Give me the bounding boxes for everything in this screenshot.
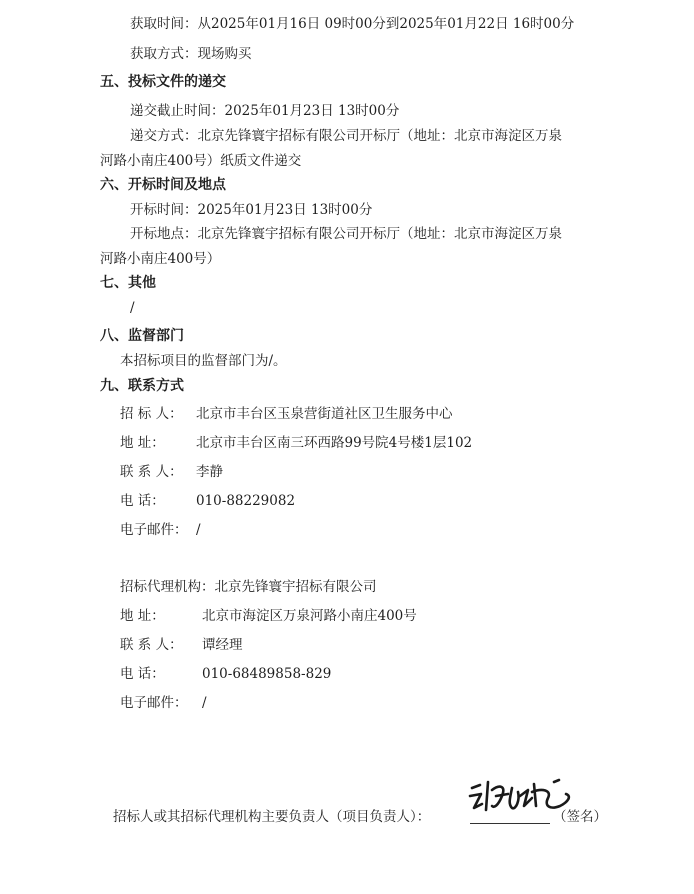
tenderer-name-value: 北京市丰台区玉泉营街道社区卫生服务中心 <box>196 406 453 422</box>
agency-address-row <box>120 607 417 625</box>
opening-place-cont: 河路小南庄400号） <box>100 251 221 267</box>
tenderer-contact-row <box>120 463 223 481</box>
tenderer-name-label: 招 标 人： <box>120 406 183 422</box>
tenderer-phone-value: 010-88229082 <box>196 493 296 509</box>
tenderer-email-row <box>120 521 201 539</box>
agency-address-label: 地 址： <box>120 608 165 624</box>
section-heading-supervision: 八、监督部门 <box>100 328 184 344</box>
agency-name-value: 北京先锋寰宇招标有限公司 <box>214 579 377 595</box>
signature-prefix: 招标人或其招标代理机构主要负责人（项目负责人）： <box>113 809 431 825</box>
agency-address-value: 北京市海淀区万泉河路小南庄400号 <box>202 608 417 624</box>
tenderer-phone-label: 电 话： <box>120 493 165 509</box>
section-heading-opening: 六、开标时间及地点 <box>100 177 226 193</box>
tenderer-address-row <box>120 434 472 452</box>
agency-contact-row <box>120 636 243 654</box>
section-heading-contact: 九、联系方式 <box>100 378 184 394</box>
tenderer-email-label: 电子邮件： <box>120 522 188 538</box>
agency-contact-label: 联 系 人： <box>120 637 183 653</box>
supervision-content: 本招标项目的监督部门为/。 <box>120 353 287 369</box>
tenderer-address-value: 北京市丰台区南三环西路99号院4号楼1层102 <box>196 435 473 451</box>
section-heading-submission: 五、投标文件的递交 <box>100 74 226 90</box>
tenderer-address-label: 地 址： <box>120 435 165 451</box>
agency-email-value: / <box>202 695 207 711</box>
agency-phone-row <box>120 665 331 683</box>
agency-name-label: 招标代理机构： <box>120 579 215 595</box>
opening-place: 开标地点：北京先锋寰宇招标有限公司开标厅（地址：北京市海淀区万泉 <box>130 226 562 242</box>
agency-contact-value: 谭经理 <box>202 637 243 653</box>
signature-suffix: （签名） <box>553 809 607 825</box>
acquisition-method: 获取方式：现场购买 <box>130 46 252 62</box>
agency-email-row <box>120 694 207 712</box>
submission-deadline: 递交截止时间：2025年01月23日 13时00分 <box>130 103 400 119</box>
section-heading-other: 七、其他 <box>100 275 156 291</box>
agency-phone-label: 电 话： <box>120 666 165 682</box>
other-content: / <box>130 300 135 316</box>
agency-email-label: 电子邮件： <box>120 695 188 711</box>
agency-phone-value: 010-68489858-829 <box>202 666 332 682</box>
agency-name-row <box>120 578 377 596</box>
submission-method: 递交方式：北京先锋寰宇招标有限公司开标厅（地址：北京市海淀区万泉 <box>130 128 562 144</box>
tenderer-contact-value: 李静 <box>196 464 223 480</box>
tenderer-phone-row <box>120 492 295 510</box>
tenderer-name-row <box>120 405 453 423</box>
acquisition-time: 获取时间：从2025年01月16日 09时00分到2025年01月22日 16时00分 <box>130 16 575 32</box>
tenderer-email-value: / <box>196 522 201 538</box>
submission-method-cont: 河路小南庄400号）纸质文件递交 <box>100 153 302 169</box>
opening-time: 开标时间：2025年01月23日 13时00分 <box>130 202 373 218</box>
tenderer-contact-label: 联 系 人： <box>120 464 183 480</box>
